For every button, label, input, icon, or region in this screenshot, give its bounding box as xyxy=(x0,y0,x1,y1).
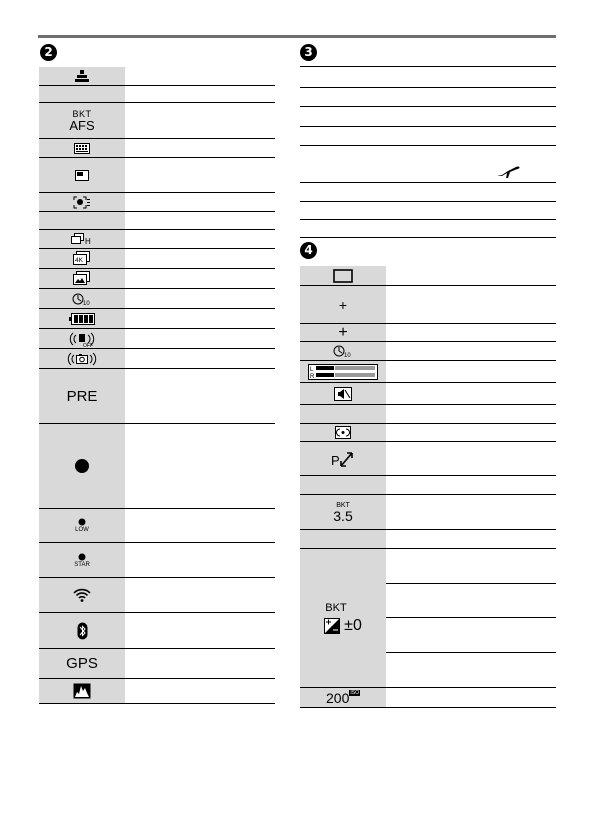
table-row xyxy=(300,183,556,202)
record-star-icon: STAR xyxy=(39,543,125,577)
table-row xyxy=(300,424,556,442)
stabilizer-off-icon xyxy=(39,329,125,348)
table-row xyxy=(300,67,556,88)
svg-text:R: R xyxy=(310,373,315,380)
table-row xyxy=(39,212,275,230)
level-meter-icon xyxy=(300,361,386,382)
table-row xyxy=(300,266,556,286)
svg-text:OFF: OFF xyxy=(83,342,93,347)
spot-metering-target-icon: + xyxy=(338,296,348,313)
bluetooth-icon xyxy=(39,613,125,648)
af-area-frame-icon xyxy=(300,266,386,285)
table-row xyxy=(39,289,275,309)
airplane-icon xyxy=(496,164,520,178)
table-row xyxy=(300,286,556,324)
burst-high-icon xyxy=(39,230,125,248)
table-row xyxy=(39,679,275,704)
table-row xyxy=(39,349,275,369)
table-row xyxy=(39,369,275,424)
post-focus-icon xyxy=(39,269,125,288)
aperture-bracket-icon: BKT 3.5 xyxy=(333,501,353,524)
table-row xyxy=(39,543,275,578)
shake-warning-icon xyxy=(39,349,125,368)
table-row xyxy=(39,269,275,289)
face-detect-icon xyxy=(39,193,125,211)
table-row xyxy=(39,509,275,543)
table-row xyxy=(300,220,556,238)
exposure-bracket-icon: BKT ±0 xyxy=(325,602,362,634)
table-row xyxy=(39,193,275,212)
histogram-icon xyxy=(39,679,125,703)
wifi-icon xyxy=(39,578,125,612)
svg-text:P: P xyxy=(331,452,340,468)
top-rule xyxy=(38,35,556,38)
table-row xyxy=(39,329,275,349)
table-row xyxy=(300,48,556,67)
program-shift-icon xyxy=(300,442,386,475)
table-row xyxy=(39,649,275,679)
table-row xyxy=(300,202,556,220)
table-row xyxy=(39,230,275,249)
section-2-number: 2 xyxy=(40,44,57,61)
table-row xyxy=(39,424,275,509)
photo-style-icon xyxy=(39,139,125,157)
svg-text:10: 10 xyxy=(344,353,351,358)
metering-mode-icon xyxy=(300,424,386,441)
section-4-number: 4 xyxy=(300,242,317,259)
4k-burst-icon xyxy=(39,249,125,268)
table-row xyxy=(39,309,275,329)
exposure-comp-icon xyxy=(324,618,340,634)
table-row xyxy=(300,476,556,495)
record-dot-icon xyxy=(39,424,125,508)
table-row xyxy=(39,67,275,86)
table-row xyxy=(300,361,556,383)
svg-text:10: 10 xyxy=(83,300,90,306)
section-3-number: 3 xyxy=(300,44,317,61)
table-row xyxy=(39,139,275,158)
silent-mode-icon xyxy=(300,383,386,404)
iso-icon: 200 ISO xyxy=(326,689,359,706)
record-low-icon: LOW xyxy=(39,509,125,542)
table-row xyxy=(300,383,556,405)
svg-text:H: H xyxy=(85,237,91,245)
table-row xyxy=(300,688,556,708)
bracket-af-icon: BKT AFS xyxy=(39,103,125,138)
table-row xyxy=(300,342,556,361)
table-row xyxy=(39,158,275,193)
self-timer-icon xyxy=(39,289,125,308)
svg-text:4K: 4K xyxy=(75,257,83,264)
picture-in-picture-icon xyxy=(39,158,125,192)
pre-burst-icon: PRE xyxy=(39,369,125,423)
custom-mode-icon xyxy=(39,67,125,85)
table-row xyxy=(39,249,275,269)
table-row xyxy=(300,495,556,530)
table-row xyxy=(300,88,556,107)
table-row xyxy=(300,405,556,424)
table-row xyxy=(300,442,556,476)
self-timer-icon xyxy=(300,342,386,360)
table-row xyxy=(39,613,275,649)
battery-icon xyxy=(39,309,125,328)
table-row xyxy=(300,146,556,183)
table-row xyxy=(300,127,556,146)
svg-text:L: L xyxy=(310,366,314,373)
table-row xyxy=(300,324,556,342)
table-row xyxy=(39,103,275,139)
center-cross-icon: + xyxy=(338,323,348,341)
gps-icon: GPS xyxy=(39,649,125,678)
table-row xyxy=(300,530,556,549)
table-row xyxy=(300,107,556,127)
table-row xyxy=(39,86,275,103)
table-row xyxy=(39,578,275,613)
